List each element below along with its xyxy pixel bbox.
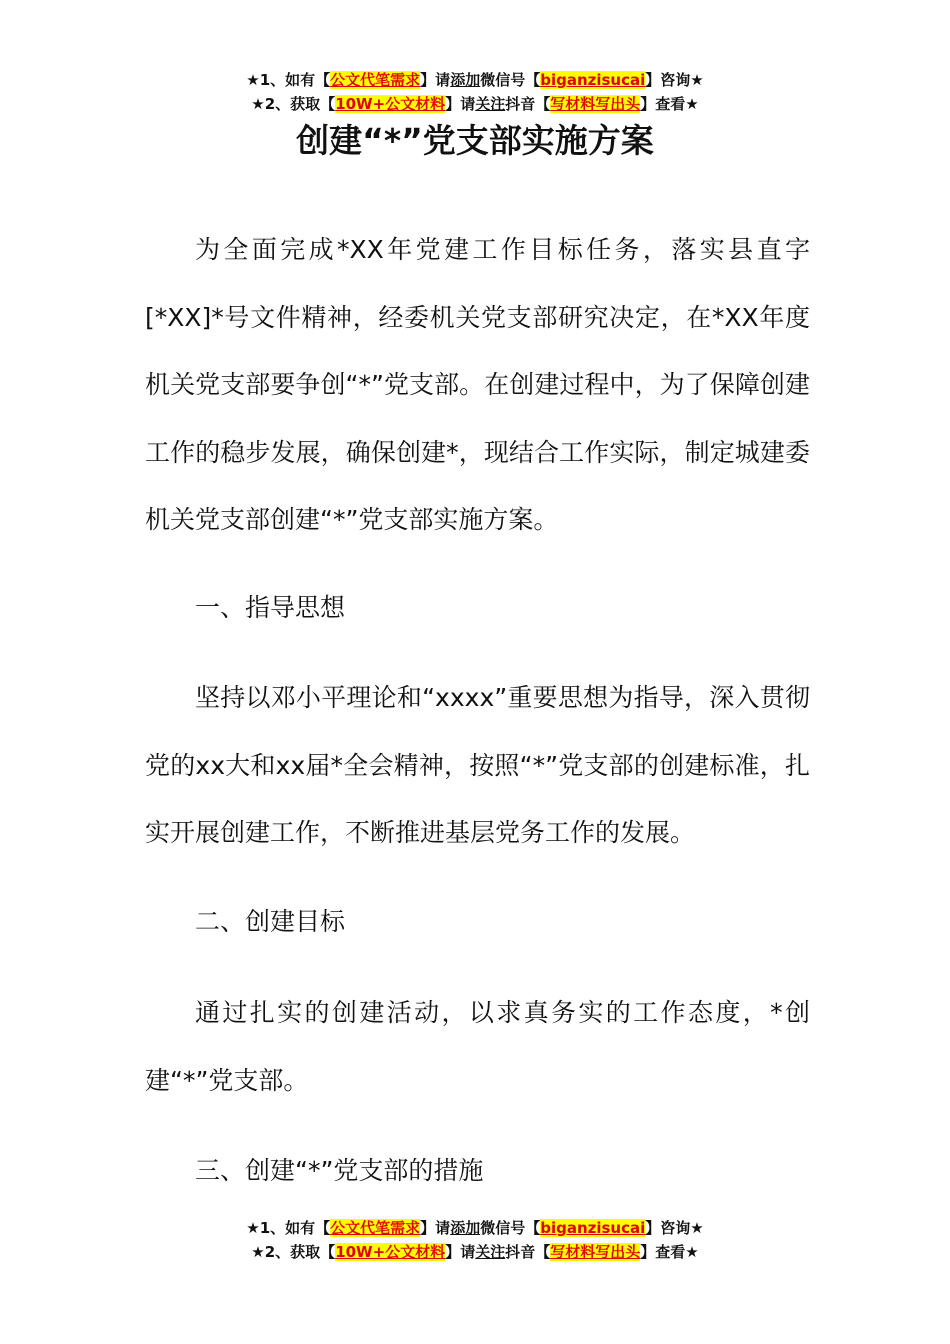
section-2-paragraph: 通过扎实的创建活动，以求真务实的工作态度，*创建“*”党支部。 [145, 998, 810, 1095]
banner-line-1 [0, 68, 950, 92]
banner-underline: 添加 [450, 71, 481, 89]
banner-text: ★2、获取【 [251, 95, 336, 113]
banner-text: ★1、如有【 [246, 1219, 331, 1237]
banner-line-2 [0, 1240, 950, 1264]
banner-highlight: 10W+公文材料 [335, 1243, 446, 1261]
banner-text: 】请 [445, 95, 476, 113]
banner-text: 抖音【 [505, 95, 551, 113]
banner-highlight: biganzisucai [540, 1219, 646, 1237]
banner-line-2 [0, 92, 950, 116]
section-heading-2: 二、创建目标 [195, 907, 346, 936]
banner-text: 微信号【 [480, 71, 541, 89]
banner-text: 】咨询★ [645, 1219, 704, 1237]
banner-text: ★1、如有【 [246, 71, 331, 89]
section-1-paragraph: 坚持以邓小平理论和“xxxx”重要思想为指导，深入贯彻党的xx大和xx届*全会精神，按照“*”党支部的创建标准，扎实开展创建工作，不断推进基层党务工作的发展。 [145, 683, 810, 847]
banner-line-1 [0, 1216, 950, 1240]
banner-underline: 关注 [475, 95, 506, 113]
document-title: 创建“*”党支部实施方案 [296, 121, 654, 160]
banner-text: 】请 [445, 1243, 476, 1261]
banner-text: 】请 [420, 1219, 451, 1237]
banner-highlight: biganzisucai [540, 71, 646, 89]
banner-highlight: 公文代笔需求 [330, 1219, 421, 1237]
banner-underline: 关注 [475, 1243, 506, 1261]
banner-text: 】查看★ [640, 95, 699, 113]
banner-text: 】查看★ [640, 1243, 699, 1261]
banner-text: 】请 [420, 71, 451, 89]
banner-text: 】咨询★ [645, 71, 704, 89]
banner-text: 微信号【 [480, 1219, 541, 1237]
section-heading-1: 一、指导思想 [195, 593, 346, 622]
section-heading-3: 三、创建“*”党支部的措施 [195, 1156, 484, 1185]
banner-underline: 添加 [450, 1219, 481, 1237]
intro-paragraph: 为全面完成*XX年党建工作目标任务，落实县直字[*XX]*号文件精神，经委机关党支部研究决定，在*XX年度机关党支部要争创“*”党支部。在创建过程中，为了保障创建工作的稳步发展，确保创建*，现结合工作实际，制定城建委机关党支部创建“*”党支部实施方案。 [145, 235, 810, 534]
banner-highlight: 公文代笔需求 [330, 71, 421, 89]
banner-text: 抖音【 [505, 1243, 551, 1261]
top-banner [0, 68, 950, 116]
bottom-banner [0, 1216, 950, 1264]
banner-highlight: 写材料写出头 [550, 1243, 641, 1261]
banner-highlight: 10W+公文材料 [335, 95, 446, 113]
banner-text: ★2、获取【 [251, 1243, 336, 1261]
banner-highlight: 写材料写出头 [550, 95, 641, 113]
